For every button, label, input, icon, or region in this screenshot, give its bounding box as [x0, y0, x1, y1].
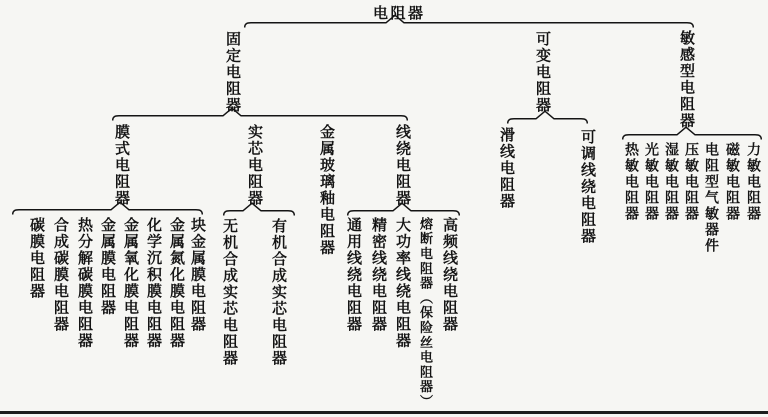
node-general-wirewound-resistor: 通用线绕电阻器	[345, 217, 361, 333]
node-sensitive-resistor: 敏感型电阻器	[678, 30, 694, 129]
node-fixed-resistor: 固定电阻器	[224, 31, 240, 114]
node-metal-glaze-resistor: 金属玻璃釉电阻器	[318, 124, 334, 256]
node-precision-wirewound-resistor: 精密线绕电阻器	[370, 217, 386, 333]
node-sliding-wire-resistor: 滑线电阻器	[498, 127, 514, 210]
node-solid-core-resistor: 实芯电阻器	[246, 124, 262, 207]
node-variable-resistor: 可变电阻器	[534, 31, 550, 114]
node-metal-film-resistor: 金属膜电阻器	[99, 217, 115, 316]
node-wirewound-resistor: 线绕电阻器	[394, 124, 410, 207]
node-humidity-sensitive-resistor: 湿敏电阻器	[663, 142, 678, 222]
node-force-sensitive-resistor: 力敏电阻器	[745, 142, 760, 222]
bottom-rule	[0, 411, 768, 414]
node-carbon-film-resistor: 碳膜电阻器	[28, 217, 44, 300]
node-metal-nitride-film-resistor: 金属氮化膜电阻器	[168, 217, 184, 349]
node-varistor: 压敏电阻器	[683, 142, 698, 222]
node-inorganic-solid-core-resistor: 无机合成实芯电阻器	[221, 218, 237, 367]
node-gas-sensitive-device: 电阻型气敏器件	[703, 142, 718, 254]
node-pyrolytic-carbon-film-resistor: 热分解碳膜电阻器	[76, 217, 92, 349]
node-fusible-resistor: 熔断电阻器（保险丝电阻器）	[418, 217, 433, 410]
node-high-frequency-wirewound-resistor: 高频线绕电阻器	[441, 217, 457, 333]
node-thermistor: 热敏电阻器	[623, 142, 638, 222]
node-photoresistor: 光敏电阻器	[643, 142, 658, 222]
node-bulk-metal-film-resistor: 块金属膜电阻器	[189, 217, 205, 333]
node-magnetic-sensitive-resistor: 磁敏电阻器	[724, 142, 739, 222]
node-adjustable-wirewound-resistor: 可调线绕电阻器	[579, 129, 595, 245]
node-high-power-wirewound-resistor: 大功率线绕电阻器	[394, 217, 410, 349]
brace-root	[244, 14, 694, 28]
brace-fixed	[112, 107, 408, 121]
brace-film-type	[12, 201, 203, 215]
node-synthetic-carbon-film-resistor: 合成碳膜电阻器	[52, 217, 68, 333]
node-resistor-root: 电阻器	[373, 6, 426, 22]
node-metal-oxide-film-resistor: 金属氧化膜电阻器	[122, 217, 138, 349]
node-chemical-deposition-film-resistor: 化学沉积膜电阻器	[145, 217, 161, 349]
node-organic-solid-core-resistor: 有机合成实芯电阻器	[270, 218, 286, 367]
node-film-type-resistor: 膜式电阻器	[113, 124, 129, 207]
